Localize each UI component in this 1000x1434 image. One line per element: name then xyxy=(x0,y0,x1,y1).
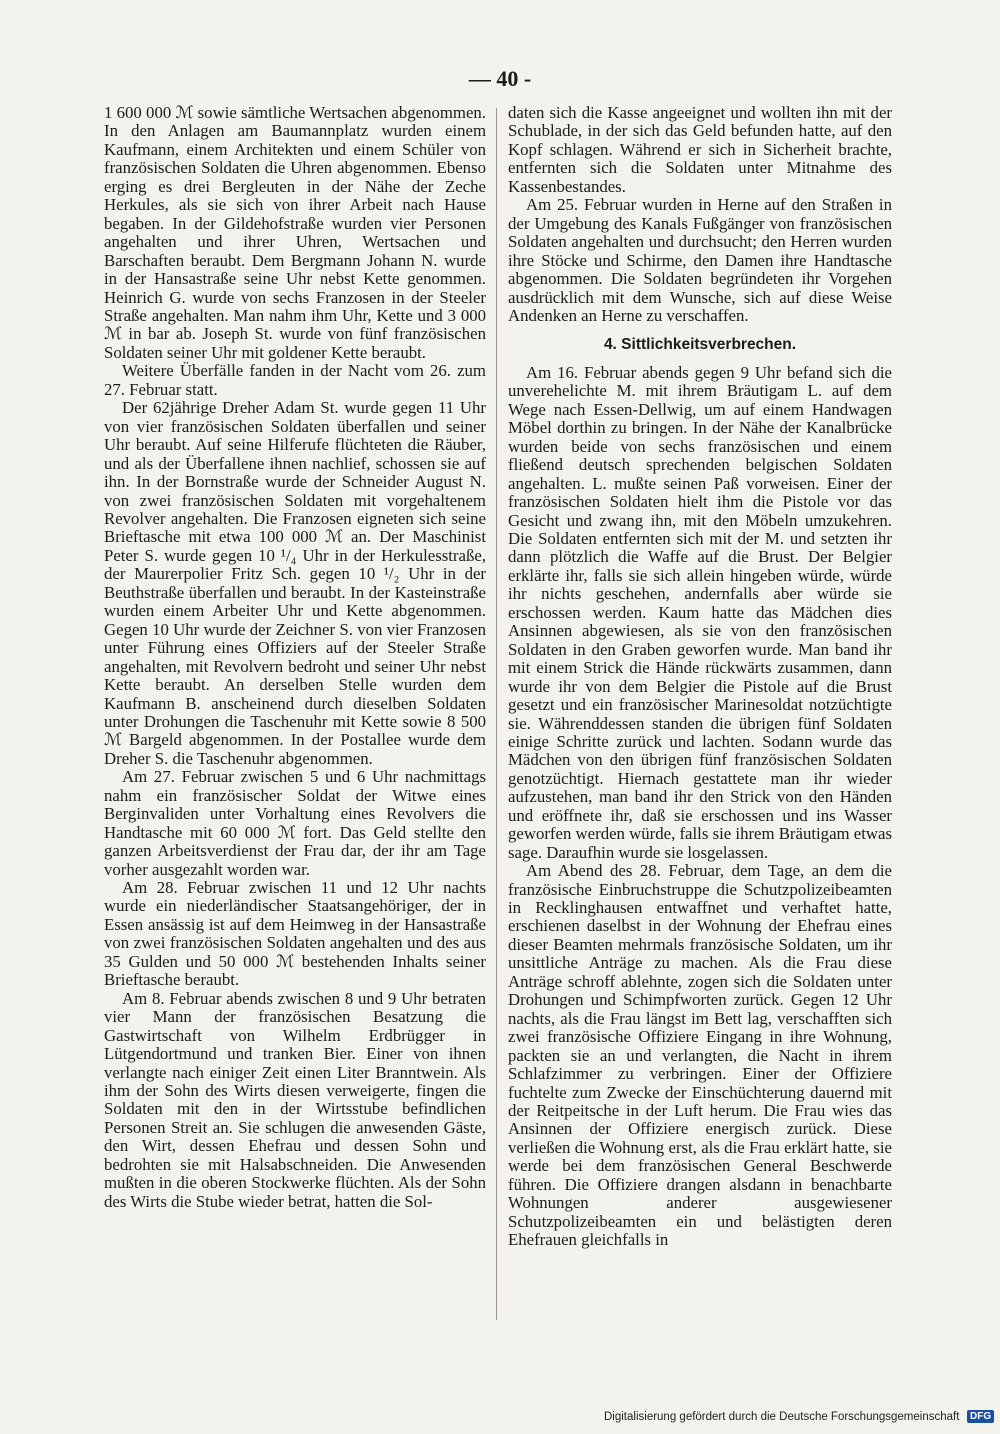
left-column xyxy=(104,104,486,1211)
paragraph: Am Abend des 28. Februar, dem Tage, an dem die französische Einbruchstruppe die Schutzpolizeibeamten in Recklinghausen entwaffnet und verhaftet hatte, erschienen daselbst in der Wohnung der Ehefrau eines dieser Beamten mehrmals französische Soldaten, um ihr unsittliche Anträge zu machen. Als die Frau diese Anträge schroff ablehnte, zogen sich die Soldaten unter Drohungen und Schimpfworten zurück. Gegen 12 Uhr nachts, als die Frau längst im Bett lag, verschafften sich zwei französische Offiziere Eingang in ihre Wohnung, packten sie an und verlangten, die Nacht in ihrem Schlafzimmer zu verbringen. Einer der Offiziere fuchtelte zum Zwecke der Einschüchterung dauernd mit der Reitpeitsche in der Luft herum. Die Frau wies das Ansinnen der Offiziere energisch zurück. Diese verließen die Wohnung erst, als die Frau erklärt hatte, sie werde bei dem französischen General Beschwerde führen. Die Offiziere drangen alsdann in benachbarte Wohnungen anderer ausgewiesener Schutzpolizeibeamten ein und belästigten deren Ehefrauen gleichfalls in xyxy=(508,861,892,1250)
right-column xyxy=(508,104,892,1250)
dfg-logo: DFG xyxy=(967,1410,994,1423)
paragraph: Der 62jährige Dreher Adam St. wurde gegen 11 Uhr von vier französischen Soldaten überfallen und seiner Uhr beraubt. Auf seine Hilferufe flüchteten die Räuber, und als der Überfallene ihnen nachlief, schossen sie auf ihn. In der Bornstraße wurde der Schneider August N. von zwei französischen Soldaten mit vorgehaltenem Revolver angehalten. Die Franzosen eigneten sich seine Brieftasche mit etwa 100 000 ℳ an. Der Maschinist Peter S. wurde gegen 10 ¹/₄ Uhr in der Herkulesstraße, der Maurerpolier Fritz Sch. gegen 10 ¹/₂ Uhr in der Beuthstraße überfallen und beraubt. In der Kasteinstraße wurden einem Arbeiter Uhr und Kette abgenommen. Gegen 10 Uhr wurde der Zeichner S. von vier Franzosen unter Führung eines Offiziers auf der Steeler Straße angehalten, mit Revolvern bedroht und seiner Uhr nebst Kette beraubt. An derselben Stelle wurden dem Kaufmann B. anscheinend durch dieselben Soldaten unter Drohungen die Taschenuhr mit Kette sowie 8 500 ℳ Bargeld abgenommen. In der Postallee wurde dem Dreher S. die Taschenuhr abgenommen. xyxy=(104,398,486,768)
paragraph: Am 27. Februar zwischen 5 und 6 Uhr nachmittags nahm ein französischer Soldat der Witwe eines Berginvaliden unter Vorhaltung eines Revolvers die Handtasche mit 60 000 ℳ fort. Das Geld stellte den ganzen Arbeitsverdienst der Frau dar, der ihr am Tage vorher ausgezahlt worden war. xyxy=(104,767,486,879)
digitization-credit: Digitalisierung gefördert durch die Deutsche Forschungsgemeinschaft xyxy=(604,1411,960,1423)
paragraph: Am 16. Februar abends gegen 9 Uhr befand sich die unverehelichte M. mit ihrem Bräutigam L. auf dem Wege nach Essen-Dellwig, um auf einem Handwagen Möbel dorthin zu bringen. In der Nähe der Kanalbrücke wurden beide von sechs französischen und einem fließend deutsch sprechenden belgischen Soldaten angehalten. L. mußte seinen Paß vorweisen. Einer der französischen Soldaten hielt ihm die Pistole vor das Gesicht und zwang ihn, mit den Möbeln umzukehren. Die Soldaten entfernten sich mit der M. und setzten ihr dann plötzlich die Waffe auf die Brust. Der Belgier erklärte ihr, falls sie sich allein hingeben würde, würde ihr nichts geschehen, andernfalls aber würde sie erschossen werden. Kaum hatte das Mädchen dies Ansinnen abgewiesen, als sie von den französischen Soldaten in den Graben geworfen wurde. Man band ihr mit einem Strick die Hände rückwärts zusammen, dann wurde ihr von dem Belgier die Pistole auf die Brust gesetzt und ein französischer Marinesoldat notzüchtigte sie. Währenddessen standen die übrigen fünf Soldaten einige Schritte zurück und lachten. Sodann wurde das Mädchen von den übrigen fünf französischen Soldaten genotzüchtigt. Hiernach gestattete man ihr wieder aufzustehen, man band ihr den Strick von den Händen und eröffnete ihr, daß sie erschossen und ins Wasser geworfen werden würde, falls sie ihrem Bräutigam etwas sage. Daraufhin wurde sie losgelassen. xyxy=(508,362,892,862)
paragraph: Am 28. Februar zwischen 11 und 12 Uhr nachts wurde ein niederländischer Staatsangehöriger, der in Essen ansässig ist auf dem Heimweg in der Hansastraße von zwei französischen Soldaten angehalten und des aus 35 Gulden und 50 000 ℳ bestehenden Inhalts seiner Brieftasche beraubt. xyxy=(104,878,486,990)
paragraph: daten sich die Kasse angeeignet und wollten ihn mit der Schublade, in der sich das Geld befunden hatte, auf den Kopf schlagen. Während er sich in Sicherheit brachte, entfernten sich die Soldaten unter Mitnahme des Kassenbestandes. xyxy=(508,103,892,196)
paragraph: Am 25. Februar wurden in Herne auf den Straßen in der Umgebung des Kanals Fußgänger von französischen Soldaten angehalten und durchsucht; den Herren wurden ihre Stöcke und Schirme, den Damen ihre Handtasche abgenommen. Die Soldaten begründeten ihr Vorgehen ausdrücklich mit dem Wunsche, sich auf diese Weise Andenken an Herne zu verschaffen. xyxy=(508,195,892,325)
page-number: — 40 - xyxy=(468,66,532,91)
paragraph: Am 8. Februar abends zwischen 8 und 9 Uhr betraten vier Mann der französischen Besatzung die Gastwirtschaft von Wilhelm Erdbrügger in Lütgendortmund und tranken Bier. Einer von ihnen verlangte nach einiger Zeit einen Liter Branntwein. Als ihm der Sohn des Wirts diesen verweigerte, fingen die Soldaten mit den in der Wirtsstube befindlichen Personen Streit an. Sie schlugen die anwesenden Gäste, den Wirt, dessen Ehefrau und dessen Sohn und bedrohten sie mit Halsabschneiden. Die Anwesenden mußten in die oberen Stockwerke flüchten. Als der Sohn des Wirts die Stube wieder betrat, hatten die Sol- xyxy=(104,988,486,1211)
paragraph: Weitere Überfälle fanden in der Nacht vom 26. zum 27. Februar statt. xyxy=(104,361,486,399)
column-divider xyxy=(496,108,497,1320)
section-heading: 4. Sittlichkeitsverbrechen. xyxy=(603,336,797,354)
paragraph: 1 600 000 ℳ sowie sämtliche Wertsachen abgenommen. In den Anlagen am Baumannplatz wurden einem Kaufmann, einem Architekten und einem Schüler von französischen Soldaten die Uhren abgenommen. Ebenso erging es drei Bergleuten in der Nähe der Zeche Herkules, als sie sich von ihrer Arbeit nach Hause begaben. In der Gildehofstraße wurden vier Personen angehalten und ihrer Uhren, Wertsachen und Barschaften beraubt. Dem Bergmann Johann N. wurde in der Hansastraße seine Uhr nebst Kette genommen. Heinrich G. wurde von sechs Franzosen in der Steeler Straße angehalten. Man nahm ihm Uhr, Kette und 3 000 ℳ in bar ab. Joseph St. wurde von fünf französischen Soldaten seiner Uhr mit goldener Kette beraubt. xyxy=(104,103,486,362)
